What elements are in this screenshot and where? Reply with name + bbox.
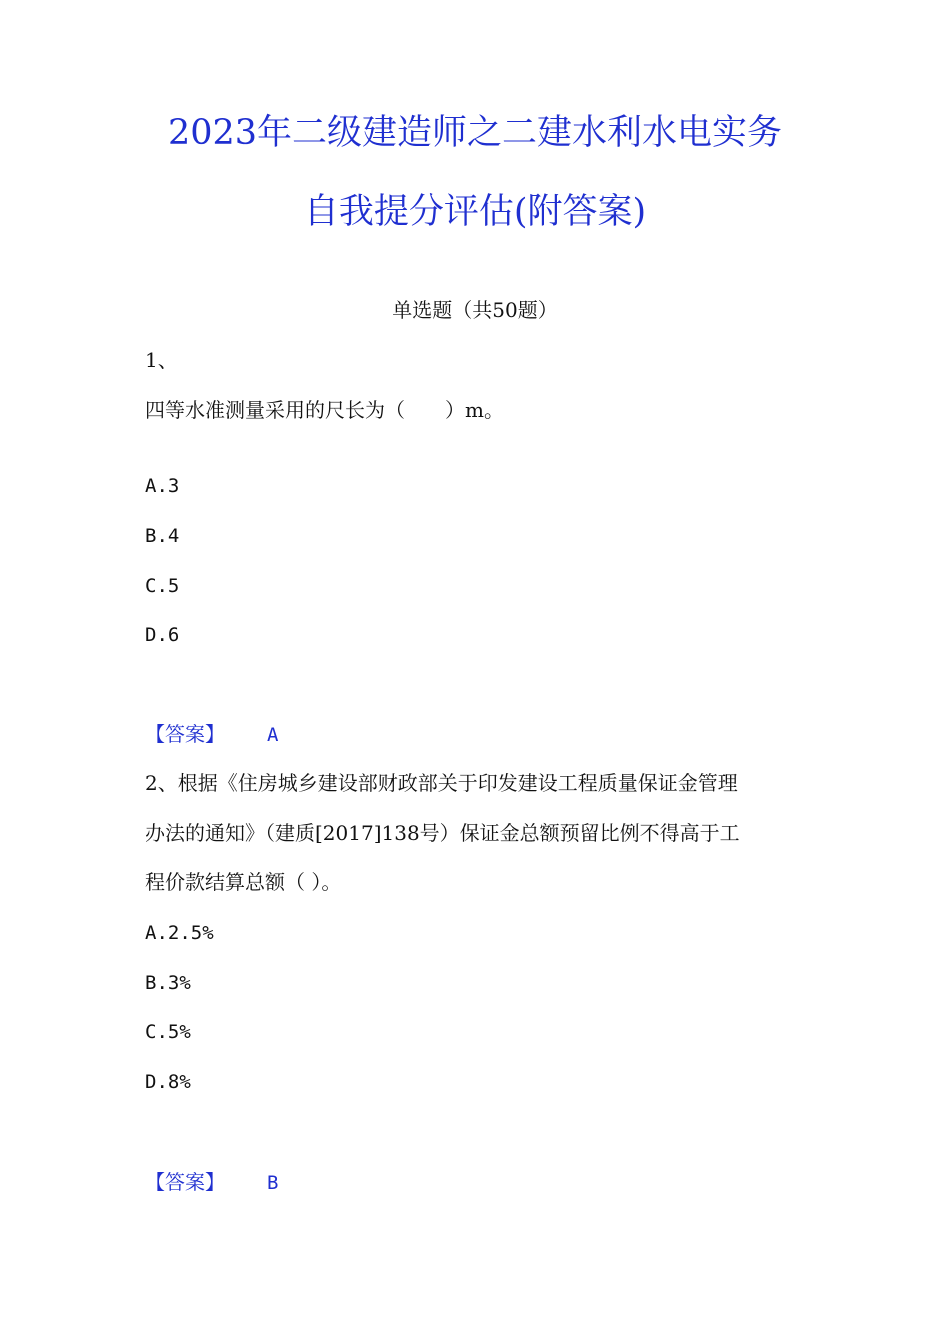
option-a: A.3 xyxy=(145,475,180,497)
answer-line xyxy=(145,1169,278,1196)
question-stem-line-2: 办法的通知》（建质[2017]138号）保证金总额预留比例不得高于工 xyxy=(145,821,740,845)
answer-value: B xyxy=(267,1172,279,1194)
answer-line xyxy=(145,721,278,748)
option-c: C.5 xyxy=(145,575,180,597)
question-stem-line-1: 2、根据《住房城乡建设部财政部关于印发建设工程质量保证金管理 xyxy=(145,771,738,795)
document-title-line-2: 自我提分评估(附答案) xyxy=(303,192,647,232)
option-a: A.2.5% xyxy=(145,922,214,944)
answer-label: 【答案】 xyxy=(145,722,225,746)
option-d: D.8% xyxy=(145,1071,191,1093)
document-title-line-1: 2023年二级建造师之二建水利水电实务 xyxy=(167,113,783,153)
option-d: D.6 xyxy=(145,624,180,646)
question-number: 1、 xyxy=(145,348,178,372)
option-b: B.3% xyxy=(145,972,191,994)
question-stem-line-3: 程价款结算总额（ ）。 xyxy=(145,870,342,894)
answer-value: A xyxy=(267,724,279,746)
option-b: B.4 xyxy=(145,525,180,547)
question-stem: 四等水准测量采用的尺长为（ ）m。 xyxy=(145,398,504,422)
section-heading: 单选题（共50题） xyxy=(392,298,558,322)
answer-label: 【答案】 xyxy=(145,1170,225,1194)
option-c: C.5% xyxy=(145,1021,191,1043)
